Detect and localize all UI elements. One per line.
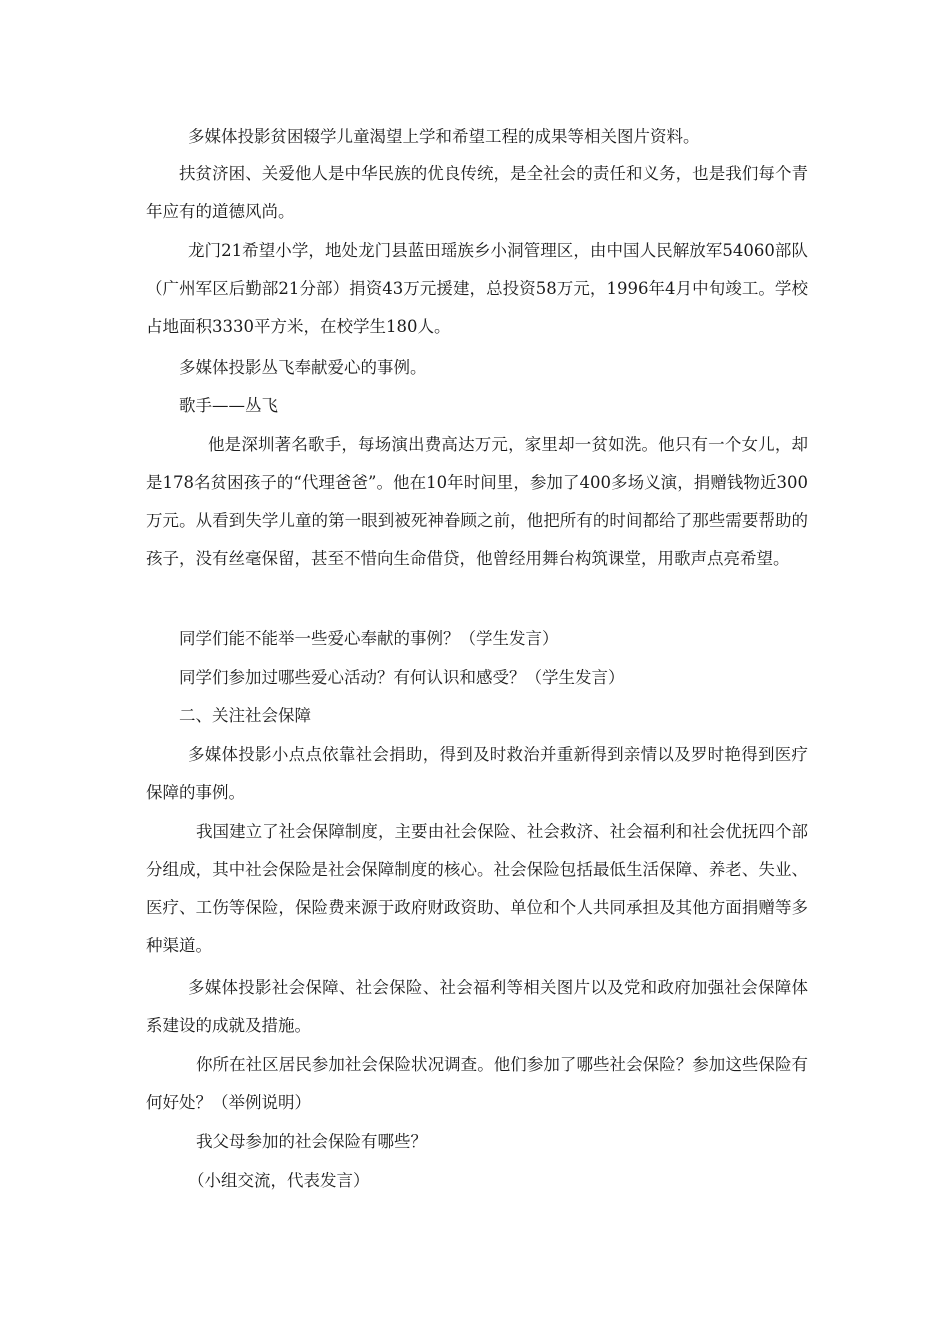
paragraph-multimedia-welfare: 多媒体投影社会保障、社会保险、社会福利等相关图片以及党和政府加强社会保障体系建设的成就及措施。: [146, 978, 808, 1035]
paragraph-group-discussion: （小组交流，代表发言）: [188, 1171, 370, 1190]
paragraph-parents-insurance: 我父母参加的社会保险有哪些？: [196, 1132, 427, 1151]
paragraph-question-activities: 同学们参加过哪些爱心活动？有何认识和感受？（学生发言）: [179, 668, 625, 687]
paragraph-longmen-school: 龙门21希望小学，地处龙门县蓝田瑶族乡小洞管理区，由中国人民解放军54060部队（广州军区后勤部21分部）捐资43万元援建，总投资58万元，1996年4月中旬竣工。学校占地面积3330平方米，在校学生180人。: [146, 241, 808, 336]
paragraph-multimedia-xiaodiandian: 多媒体投影小点点依靠社会捐助，得到及时救治并重新得到亲情以及罗时艳得到医疗保障的事例。: [146, 745, 808, 802]
paragraph-congfei-story: 他是深圳著名歌手，每场演出费高达万元，家里却一贫如洗。他只有一个女儿，却是178名贫困孩子的“代理爸爸”。他在10年时间里，参加了400多场义演，捐赠钱物近300万元。从看到失学儿童的第一眼到被死神眷顾之前，他把所有的时间都给了那些需要帮助的孩子，没有丝毫保留，甚至不惜向生命借贷，他曾经用舞台构筑课堂，用歌声点亮希望。: [146, 435, 808, 568]
paragraph-congfei-intro: 多媒体投影丛飞奉献爱心的事例。: [179, 358, 427, 377]
paragraph-multimedia-poverty: 多媒体投影贫困辍学儿童渴望上学和希望工程的成果等相关图片资料。: [188, 127, 700, 146]
paragraph-question-examples: 同学们能不能举一些爱心奉献的事例？（学生发言）: [179, 629, 559, 648]
paragraph-singer-heading: 歌手——丛飞: [179, 396, 278, 415]
paragraph-social-security-system: 我国建立了社会保障制度，主要由社会保险、社会救济、社会福利和社会优抚四个部分组成，其中社会保险是社会保障制度的核心。社会保险包括最低生活保障、养老、失业、医疗、工伤等保险，保险费来源于政府财政资助、单位和个人共同承担及其他方面捐赠等多种渠道。: [146, 822, 808, 955]
paragraph-helping-poor: 扶贫济困、关爱他人是中华民族的优良传统，是全社会的责任和义务，也是我们每个青年应有的道德风尚。: [146, 164, 808, 221]
paragraph-community-survey: 你所在社区居民参加社会保险状况调查。他们参加了哪些社会保险？参加这些保险有何好处？（举例说明）: [146, 1055, 808, 1112]
section-heading-social-security: 二、关注社会保障: [179, 706, 311, 725]
